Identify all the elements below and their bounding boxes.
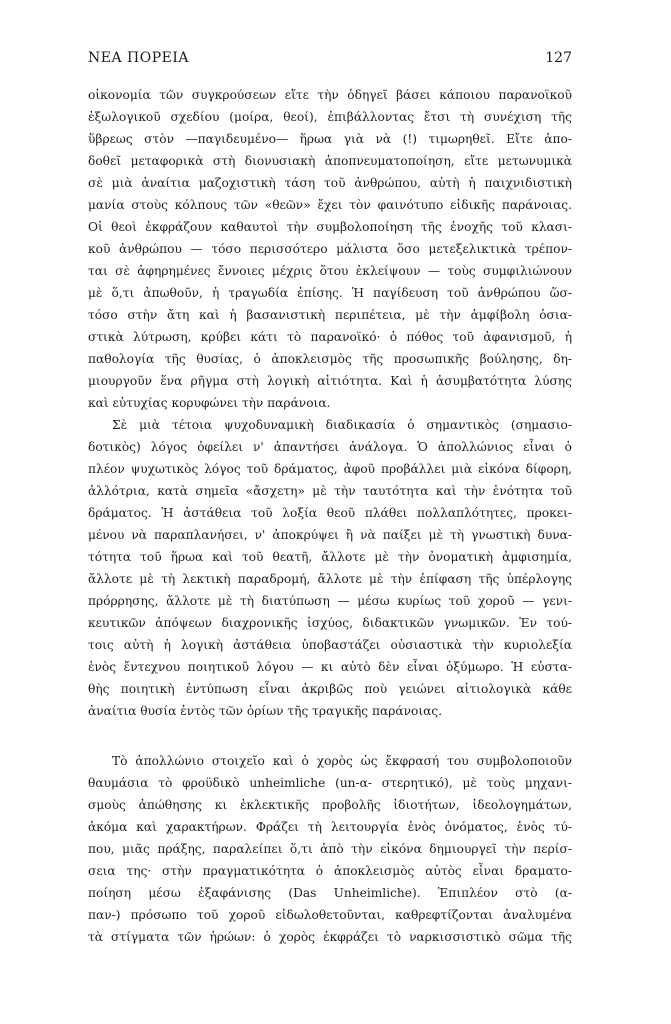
text-line: σμοὺς ἀπώθησης κι ἐκλεκτικῆς προβολῆς ἰδιοτήτων, ἰδεολογημάτων, [88, 798, 572, 812]
text-line: ἀναίτια θυσία ἐντὸς τῶν ὁρίων τῆς τραγικῆς παράνοιας. [88, 704, 443, 718]
paragraph-2 [88, 216, 572, 414]
text-line: που, μιᾶς πράξης, παραλείπει ὅ,τι ἀπὸ τὴν εἰκόνα δημιουργεῖ τὴν περίσ- [88, 842, 572, 856]
text-line: τόσο στὴν ἄτη καὶ ἡ βασανιστικὴ περιπέτεια, μὲ τὴν ἀμφίβολη ὀσια- [88, 308, 572, 322]
text-line: Σὲ μιὰ τέτοια ψυχοδυναμικὴ διαδικασία ὁ σημαντικὸς (σημασιο- [112, 418, 572, 432]
text-line: τοις αὐτὴ ἡ λογικὴ ἀστάθεια ὑποβαστάζει οὐσιαστικὰ τὴν κυριολεξία [88, 638, 572, 652]
text-line: μένου νὰ παραπλανήσει, ν' ἀποκρύψει ἢ νὰ παίξει μὲ τὴ γνωστικὴ δυνα- [88, 528, 572, 542]
text-line: Τὸ ἀπολλώνιο στοιχεῖο καὶ ὁ χορὸς ὡς ἔκφρασή του συμβολοποιοῦν [112, 754, 572, 768]
text-line: Οἱ θεοὶ ἐκφράζουν καθαυτοὶ τὴν συμβολοποίηση τῆς ἐνοχῆς τοῦ κλασι- [88, 220, 572, 234]
text-line: παθολογία τῆς θυσίας, ὁ ἀποκλεισμὸς τῆς προσωπικῆς βούλησης, δη- [88, 352, 572, 366]
text-line: ἑνὸς ἔντεχνου ποιητικοῦ λόγου — κι αὐτὸ δὲν εἶναι ὀξύμωρο. Ἡ εὐστα- [88, 660, 572, 674]
paragraph-4 [88, 750, 572, 948]
text-line: θὴς ποιητικὴ ἐντύπωση εἶναι ἀκριβῶς ποὺ γειώνει αἰτιολογικὰ κάθε [88, 682, 572, 696]
text-line: πρόρρησης, ἄλλοτε μὲ τὴ διατύπωση — μέσω κυρίως τοῦ χοροῦ — γενι- [88, 594, 572, 608]
text-line: μανία στοὺς κόλπους τῶν «θεῶν» ἔχει τὸν φαινότυπο εἰδικῆς παράνοιας. [88, 198, 572, 212]
text-line: θαυμάσια τὸ φροϋδικὸ unheimliche (un-α- στερητικό), μὲ τοὺς μηχανι- [88, 776, 572, 790]
text-line: παν-) πρόσωπο τοῦ χοροῦ εἰδωλοθετοῦνται, καθρεφτίζονται ἀναλυμένα [88, 908, 572, 922]
text-line: δοθεῖ μεταφορικὰ στὴ διονυσιακὴ ἀποπνευματοποίηση, εἴτε μετωνυμικὰ [88, 154, 572, 168]
text-line: ὕβρεως στὸν —παγιδευμένο— ἥρωα γιὰ νὰ (!) τιμωρηθεῖ. Εἴτε ἀπο- [88, 132, 572, 146]
text-line: ἐξωλογικοῦ σχεδίου (μοίρα, θεοί), ἐπιβάλλοντας ἔτσι τὴ συνέχιση τῆς [88, 110, 572, 124]
text-line: ἄλλοτε μὲ τὴ λεκτικὴ παραδρομή, ἄλλοτε μὲ τὴν ἐπίφαση τῆς ὑπέρλογης [88, 572, 572, 586]
text-line: σεια της· στὴν πραγματικότητα ὁ ἀποκλεισμὸς αὐτὸς εἶναι δραματο- [88, 864, 572, 878]
text-line: στικὰ λύτρωση, κρύβει κάτι τὸ παρανοϊκό· ὁ πόθος τοῦ ἀφανισμοῦ, ἡ [88, 330, 572, 344]
text-line: πλέον ψυχωτικὸς λόγος τοῦ δράματος, ἀφοῦ προβάλλει μιὰ εἰκόνα δίφορη, [88, 462, 572, 476]
paragraph-3 [88, 414, 572, 722]
text-line: δοτικὸς) λόγος ὀφείλει ν' ἀπαντήσει ἀνάλογα. Ὁ ἀπολλώνιος εἶναι ὁ [88, 440, 572, 454]
body-text [88, 84, 572, 948]
text-line: δράματος. Ἡ ἀστάθεια τοῦ λοξία θεοῦ πλάθει πολλαπλότητες, προκει- [88, 506, 572, 520]
text-line: οἰκονομία τῶν συγκρούσεων εἴτε τὴν ὁδηγεῖ βάσει κάποιου παρανοϊκοῦ [88, 88, 572, 102]
text-line: κοῦ ἀνθρώπου — τόσο περισσότερο μάλιστα ὅσο μετεξελικτικὰ τρέπον- [88, 242, 572, 256]
text-line: μιουργοῦν ἕνα ρῆγμα στὴ λογικὴ αἰτιότητα. Καὶ ἡ ἀσυμβατότητα λύσης [88, 374, 572, 388]
running-title: ΝΕΑ ΠΟΡΕΙΑ [88, 50, 189, 66]
text-line: τὰ στίγματα τῶν ἡρώων: ὁ χορὸς ἐκφράζει τὸ ναρκισσιστικὸ σῶμα τῆς [88, 930, 572, 944]
text-line: καὶ εὐτυχίας κορυφώνει τὴν παράνοια. [88, 396, 331, 410]
text-line: κευτικῶν ἀπόψεων διαχρονικῆς ἰσχύος, διδακτικῶν γνωμικῶν. Ἐν τού- [88, 616, 572, 630]
paragraph-1 [88, 84, 572, 216]
text-line: μὲ ὅ,τι ἀπωθοῦν, ἡ τραγωδία ἐπίσης. Ἡ παγίδευση τοῦ ἀνθρώπου ὥσ- [88, 286, 572, 300]
text-line: τότητα τοῦ ἥρωα καὶ τοῦ θεατῆ, ἄλλοτε μὲ τὴν ὀνοματικὴ ἀμφισημία, [88, 550, 572, 564]
text-line: ται σὲ ἀφηρημένες ἔννοιες μέχρις ὅτου ἐκλείψουν — τοὺς συμφιλιώνουν [88, 264, 572, 278]
running-head [88, 50, 572, 72]
text-line: ποίηση μέσω ἐξαφάνισης (Das Unheimliche). Ἐπιπλέον στὸ (α- [88, 886, 572, 900]
text-line: ἀκόμα καὶ χαρακτήρων. Φράζει τὴ λειτουργία ἑνὸς ὀνόματος, ἑνὸς τύ- [88, 820, 572, 834]
text-line: ἀλλότρια, κατὰ σημεῖα «ἄσχετη» μὲ τὴν ταυτότητα καὶ τὴν ἑνότητα τοῦ [88, 484, 572, 498]
text-line: σὲ μιὰ ἀναίτια μαζοχιστικὴ τάση τοῦ ἀνθρώπου, αὐτὴ ἡ παιχνιδιστικὴ [88, 176, 572, 190]
page-number: 127 [545, 50, 572, 66]
